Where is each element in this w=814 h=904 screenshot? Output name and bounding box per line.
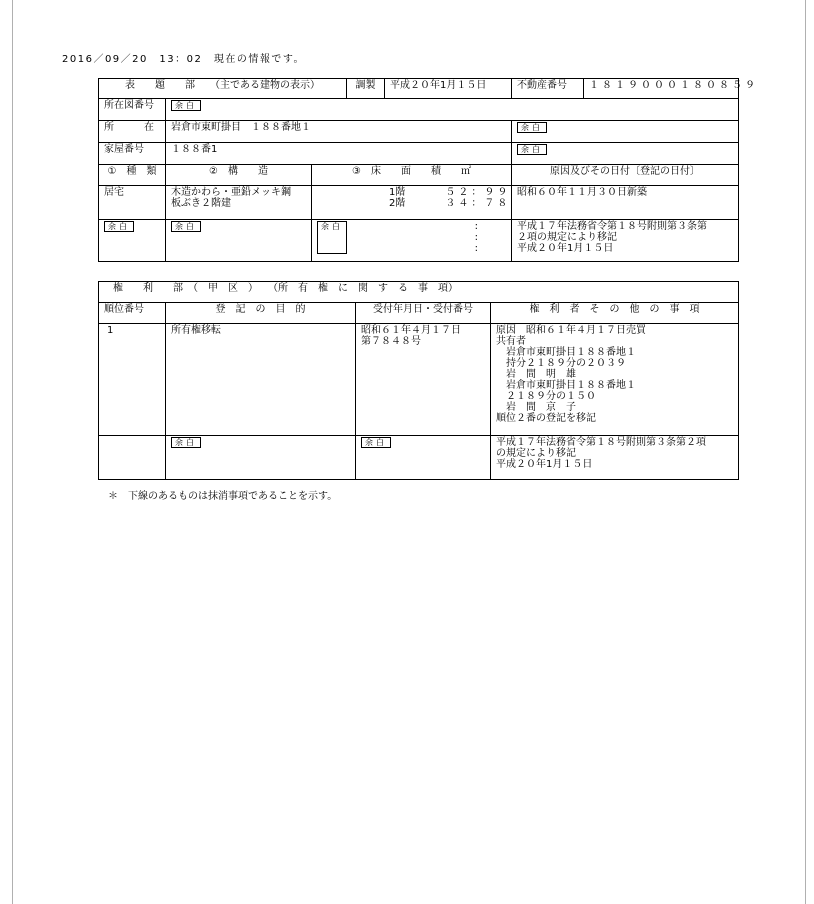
yohaku-stamp: 余白 [171,100,201,111]
col-kozo: ② 構 造 [166,165,312,186]
shurui-cell [99,220,166,262]
col-uketsuke: 受付年月日・受付番号 [356,303,491,324]
col-kenrisha: 権 利 者 そ の 他 の 事 項 [491,303,739,324]
detail-line: 持分２１８９分の２０３９ [506,358,626,369]
yohaku-stamp: 余白 [517,144,547,155]
iki-line: 平成２０年1月１５日 [496,459,593,470]
yukamenseki-value [312,186,512,220]
genin-line: ２項の規定により移記 [517,232,618,243]
floor-area: ５２：９９ [445,187,511,198]
yohaku-stamp: 余白 [317,221,347,254]
shozai-genin [512,121,739,143]
colon-mark: : [474,221,479,232]
floor-row [317,198,511,209]
timestamp: 2016／09／20 13：02 現在の情報です。 [62,54,306,65]
col-juni: 順位番号 [99,303,166,324]
floor-row [317,187,511,198]
hyodai-title: 表 題 部 （主である建物の表示） [99,79,347,99]
genin-iki [512,220,739,262]
kozo-line: 板ぶき２階建 [171,198,231,209]
genin-value: 昭和６０年１１月３０日新築 [512,186,739,220]
yohaku-stamp: 余白 [171,437,201,448]
kenri-title: 権 利 部 （ 甲 区 ） （所 有 権 に 関 す る 事 項） [99,282,739,303]
shozai-label: 所 在 [99,121,166,143]
fudosan-label: 不動産番号 [512,79,584,99]
colon-column [475,221,506,254]
detail-line: 岩 間 京 子 [506,402,576,413]
col-genin: 原因及びその日付〔登記の日付〕 [512,165,739,186]
kenrisha-details [491,324,739,436]
kozo-value [166,186,312,220]
colon-mark: : [474,243,479,254]
detail-line: 順位２番の登記を移記 [496,413,596,424]
iki-line: 平成１７年法務省令第１８号附則第３条第２項 [496,437,706,448]
genin-line: 平成１７年法務省令第１８号附則第３条第 [517,221,708,232]
uketsuke-cell [356,436,491,480]
floor-label: 2階 [389,198,406,209]
yukamenseki-row [317,221,506,254]
shurui-value: 居宅 [99,186,166,220]
colon-mark: : [474,232,479,243]
fudosan-value: １８１９０００１８０８５９ [584,79,739,99]
kozo-line: 木造かわら・亜鉛メッキ鋼 [171,187,291,198]
iki-line: の規定により移記 [496,448,576,459]
hyodai-table [98,78,759,262]
mokuteki-cell [166,436,356,480]
col-mokuteki: 登 記 の 目 的 [166,303,356,324]
uketsuke-value [356,324,491,436]
yohaku-stamp: 余白 [171,221,201,232]
yohaku-stamp: 余白 [104,221,134,232]
kozo-cell [166,220,312,262]
kaoku-value: １８８番1 [166,143,512,165]
genin-line: 平成２０年1月１５日 [517,243,614,254]
detail-line: 原因 昭和６１年４月１７日売買 [496,325,646,336]
yohaku-stamp: 余白 [361,437,391,448]
detail-line: 共有者 [496,336,526,347]
chosei-value: 平成２０年1月１５日 [385,79,512,99]
floor-label: 1階 [389,187,406,198]
uketsuke-date: 昭和６１年４月１７日 [361,325,461,336]
shozai-zu-value [166,99,739,121]
kenrisha-iki [491,436,739,480]
yohaku-stamp: 余白 [517,122,547,133]
detail-line: 岩倉市東町掛目１８８番地１ [506,347,636,358]
detail-line: 岩倉市東町掛目１８８番地１ [506,380,636,391]
shozai-value: 岩倉市東町掛目 １８８番地１ [166,121,512,143]
detail-line: 岩 間 明 雄 [506,369,576,380]
kaoku-label: 家屋番号 [99,143,166,165]
juni-cell [99,436,166,480]
juni-value: 1 [99,324,166,436]
floor-area: ３４：７８ [445,198,511,209]
kaoku-genin [512,143,739,165]
kenri-table [98,281,739,480]
chosei-label: 調製 [347,79,385,99]
col-shurui: ① 種 類 [99,165,166,186]
footnote: ＊ 下線のあるものは抹消事項であることを示す。 [108,491,338,502]
detail-line: ２１８９分の１５０ [506,391,596,402]
mokuteki-value: 所有権移転 [166,324,356,436]
yukamenseki-cell [312,220,512,262]
col-yukamenseki: ③ 床 面 積 ㎡ [312,165,512,186]
uketsuke-number: 第７８４８号 [361,336,421,347]
shozai-zu-label: 所在図番号 [99,99,166,121]
